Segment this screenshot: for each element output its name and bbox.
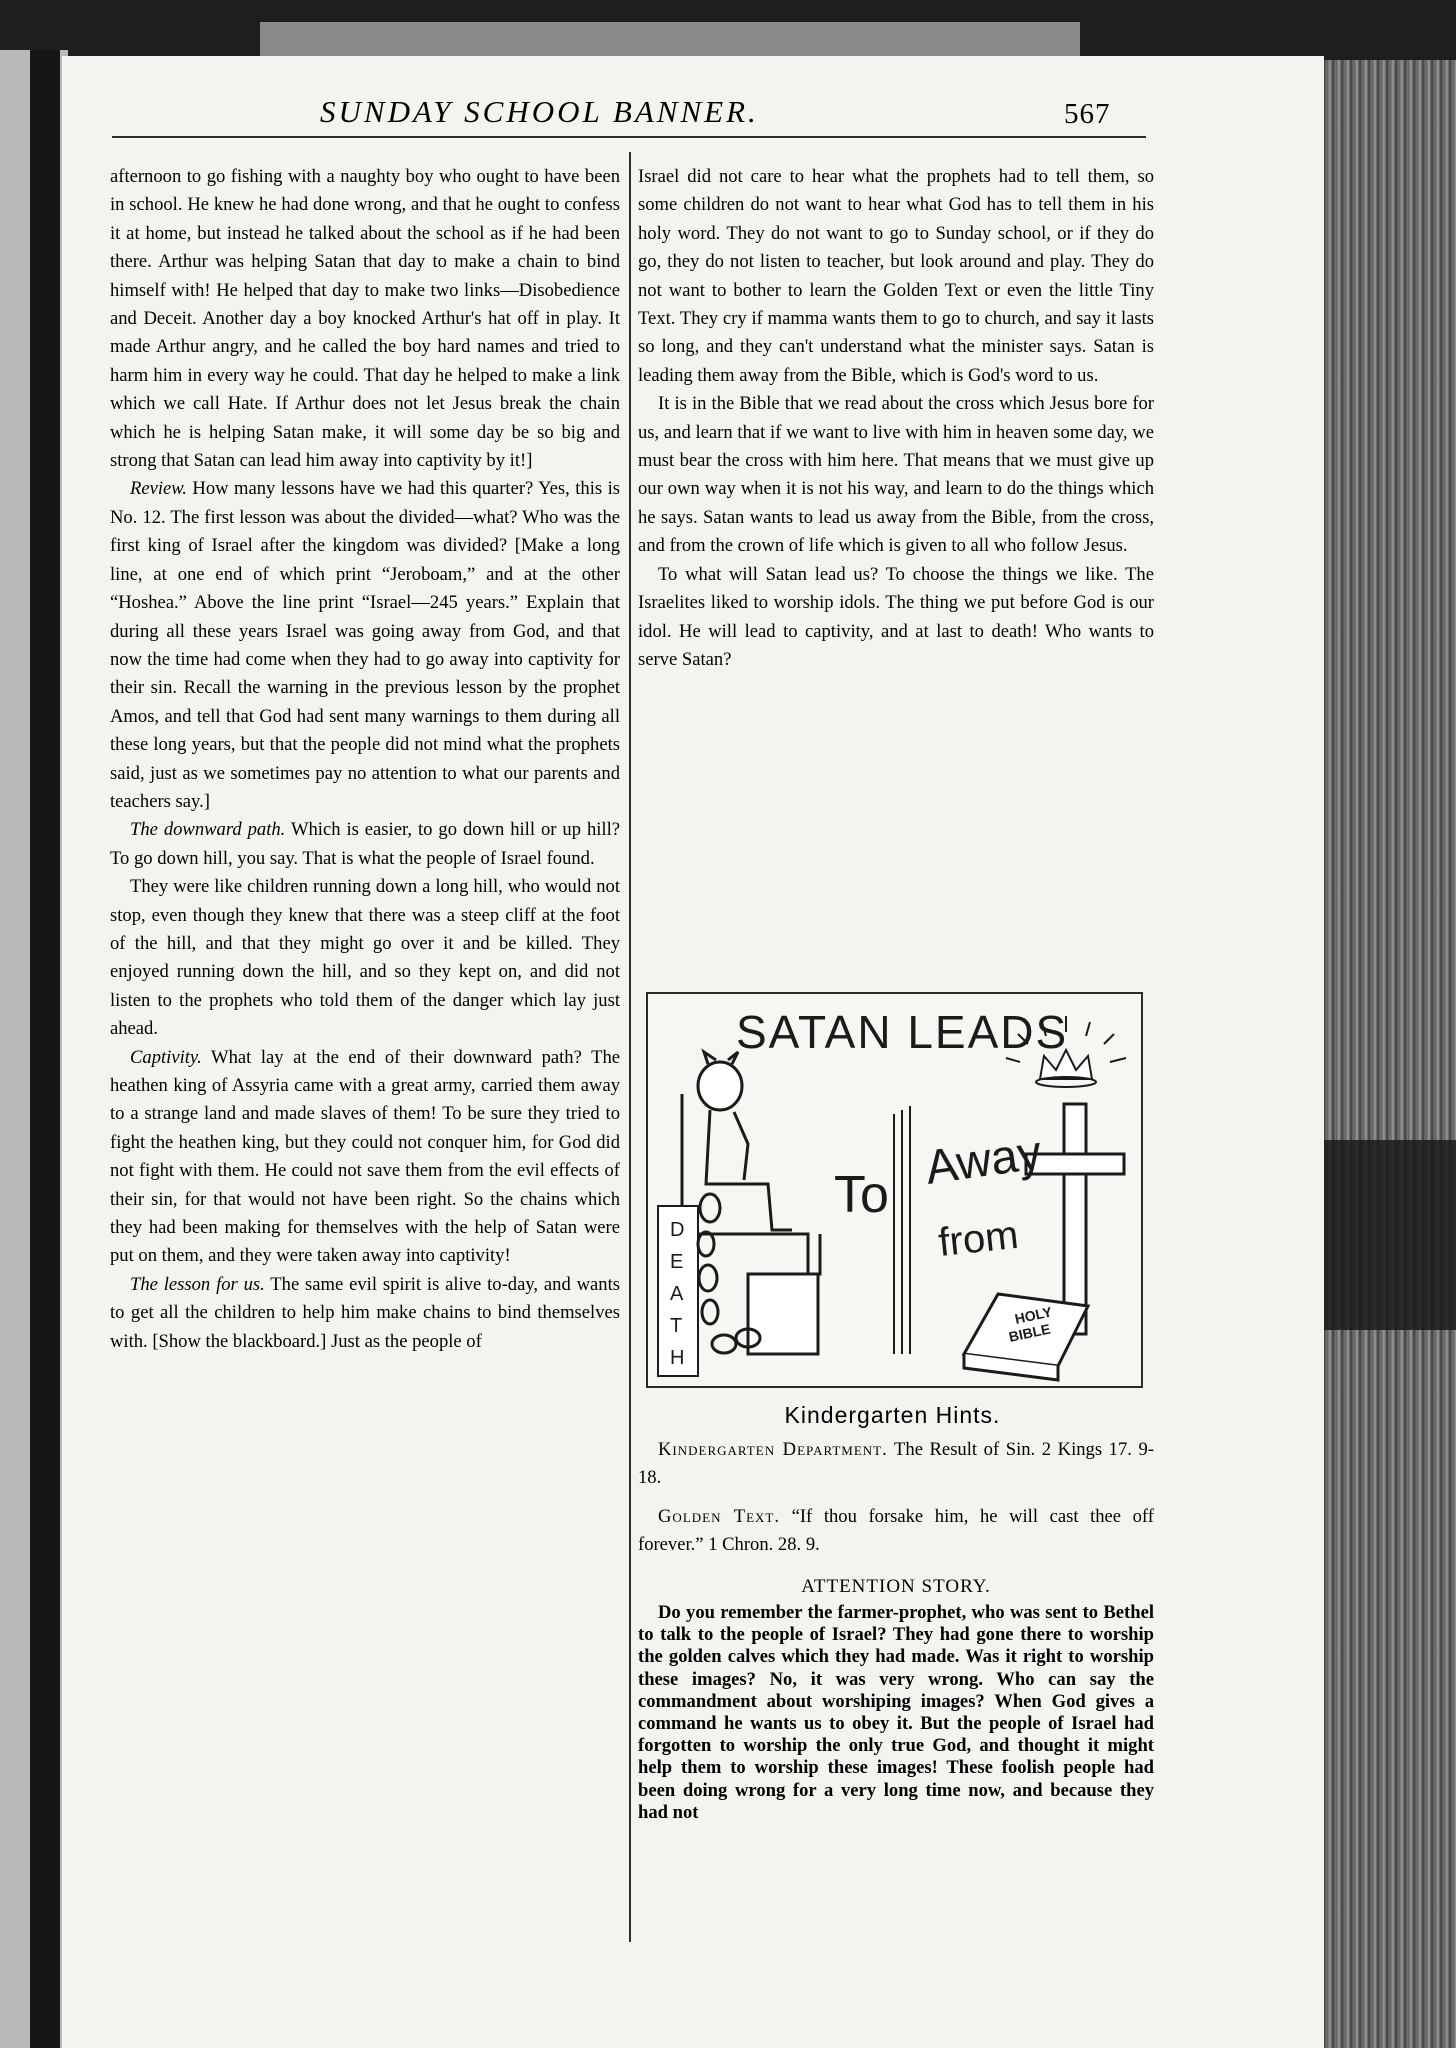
death-letter: D [670,1219,685,1241]
paragraph: To what will Satan lead us? To choose the things we like. The Israelites liked to worship idols. The thing we put before God is our idol. He will lead to captivity, and at last to death! Who wants to serve Satan? [638,563,1154,670]
paragraph: afternoon to go fishing with a naughty boy who ought to have been in school. He knew he had done wrong, and that he ought to confess it at home, but instead he talked about the school as if he had been there. Arthur was helping Satan that day to make a chain to bind himself with! He helped that day to make two links—Disobedience and Deceit. Another day a boy knocked Arthur's hat off in play. It made Arthur angry, and he called the boy hard names and tried to harm him in every way he could. That day he helped to make a link which we call Hate. If Arthur does not let Jesus break the chain which he is helping Satan make, it will some day be so big and strong that Satan can lead him away into captivity by it!] [110,166,620,472]
word-to: To [834,1166,889,1224]
bible-label-bible: BIBLE [1007,1320,1052,1345]
word-away: Away [922,1126,1045,1195]
page-edges [1318,60,1456,2048]
paragraph: It is in the Bible that we read about the cross which Jesus bore for us, and learn that if we want to live with him in heaven some day, we must bear the cross with him here. That means that we must give up our own way when it is not his way, and learn to do the things which he says. Satan wants to lead us away from the Bible, from the cross, and from the crown of life which is given to all who follow Jesus. [638,393,1154,557]
department-label: Kindergarten Department. [658,1439,888,1460]
road-lines [894,1106,910,1354]
death-letter: E [670,1251,684,1273]
running-title: SUNDAY SCHOOL BANNER. [320,94,759,129]
column-rule [629,152,631,1942]
paragraph [110,1044,620,1271]
spine-shadow [30,50,60,2048]
blackboard-title: SATAN LEADS [736,1006,1069,1058]
paragraph-text: The same evil spirit is alive to-day, and wants to get all the children to help him make chains to bind themselves with. [Show the blackboard.] Just as the people of [110,1273,620,1352]
right-column-top [638,163,1154,674]
paragraph: They were like children running down a long hill, who would not stop, even though they knew that there was a steep cliff at the foot of the hill, and that they might go over it and be killed. They enjoyed running down the hill, and so they kept on, and did not listen to the prophets who told them of the danger which lay just ahead. [110,876,620,1040]
department-line [638,1436,1154,1493]
death-chain-icon [658,1194,760,1376]
left-column [110,163,620,1356]
attention-story-heading: ATTENTION STORY. [801,1576,991,1597]
holy-bible-icon [964,1294,1088,1380]
department-text: The Result of Sin. 2 Kings 17. 9-18. [638,1439,1154,1489]
book-spine [0,50,68,2048]
blackboard-illustration [646,992,1143,1388]
kindergarten-heading: Kindergarten Hints. [784,1402,1001,1428]
golden-text-line [638,1503,1154,1560]
golden-text: “If thou forsake him, he will cast thee off forever.” 1 Chron. 28. 9. [638,1505,1154,1556]
page-number: 567 [1064,98,1111,130]
paragraph-lead: Captivity. [130,1046,202,1068]
bible-label-holy: HOLY [1013,1303,1054,1327]
blackboard-drawing [648,994,1141,1386]
paragraph-lead: The lesson for us. [130,1273,265,1295]
scan-top-edge [0,0,1456,62]
kindergarten-lesson-info [638,1436,1154,1560]
paragraph-text: What lay at the end of their downward path? The heathen king of Assyria came with a great army, carried them away to a strange land and made slaves of them! To be sure they tried to fight the heathen king, but they could not conquer him, for God did not fight with them. He could not save them from the evil effects of their sin, for that would not have been right. So the chains which they had been making for themselves with the help of Satan were put on them, and they were taken away into captivity! [110,1046,620,1267]
paragraph-lead: Review. [130,478,187,500]
paragraph-text: How many lessons have we had this quarter? Yes, this is No. 12. The first lesson was about the divided—what? Who was the first king of Israel after the kingdom was divided? [Make a long line, at one end of which print “Jeroboam,” and at the other “Hoshea.” Above the line print “Israel—245 years.” Explain that during all these years Israel was going away from God, and that now the time had come when they had to go away into captivity for their sin. Recall the warning in the previous lesson by the prophet Amos, and tell that God had sent many warnings to them during all these long years, but that the people did not mind what the prophets said, just as we sometimes pay no attention to what our parents and teachers say.] [110,478,620,812]
paragraph: Do you remember the farmer-prophet, who was sent to Bethel to talk to the people of Israel? They had gone there to worship the golden calves which they had made. Was it right to worship these images? No, it was very wrong. Who can say the commandment about worshiping images? When God gives a command he wants us to obey it. But the people of Israel had forgotten to worship the only true God, and thought it might help them to worship these images! These foolish people had been doing wrong for a very long time now, and because they had not [638,1602,1154,1823]
paragraph [110,816,620,873]
paragraph: Israel did not care to hear what the prophets had to tell them, so some children do not want to hear what God has to tell them in his holy word. They do not want to go to Sunday school, or if they do go, they do not listen to teacher, but look around and play. They do not want to bother to learn the Golden Text or even the little Tiny Text. They cry if mamma wants them to go to church, and say it lasts so long, and they can't understand what the minister says. Satan is leading them away from the Bible, which is God's word to us. [638,166,1154,386]
paragraph-text: Which is easier, to go down hill or up hill? To go down hill, you say. That is what the people of Israel found. [110,819,620,869]
edge-shadow [1318,1140,1456,1330]
death-letter: H [670,1347,685,1369]
header-rule [112,136,1146,138]
golden-text-label: Golden Text. [658,1505,781,1527]
paragraph [110,475,620,816]
death-letter: A [670,1283,684,1305]
word-from: from [936,1212,1021,1265]
paragraph-lead: The downward path. [130,819,286,841]
attention-story [638,1602,1154,1824]
death-letter: T [670,1315,683,1337]
paragraph [110,1271,620,1356]
